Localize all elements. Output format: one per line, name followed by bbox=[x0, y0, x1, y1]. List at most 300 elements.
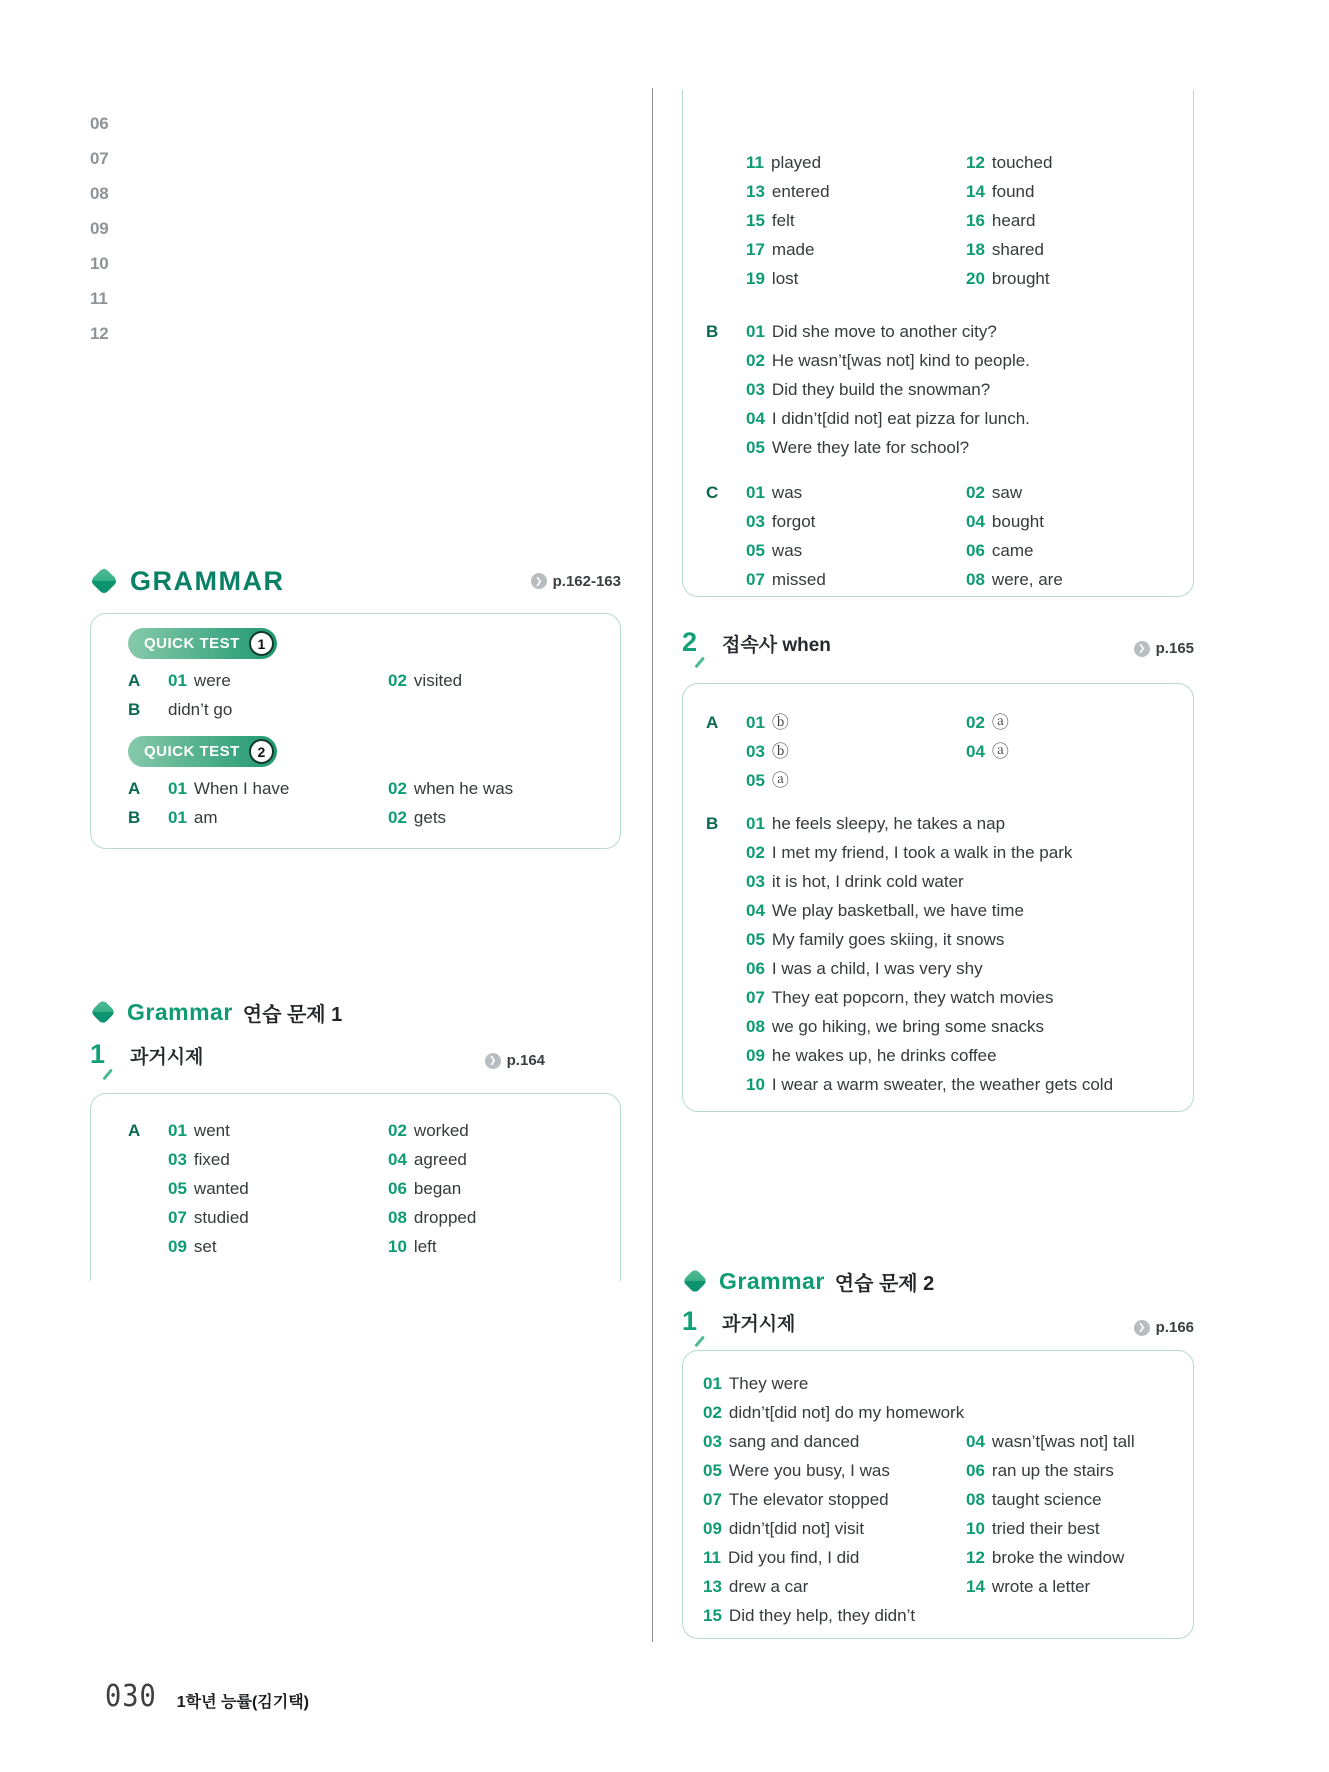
answer-grid bbox=[746, 478, 1173, 594]
answer-number: 06 bbox=[388, 1179, 407, 1198]
answer-text: heard bbox=[991, 211, 1036, 230]
diamond-icon bbox=[90, 999, 115, 1024]
section-b-answers bbox=[706, 317, 1173, 462]
answer-text: were bbox=[193, 671, 231, 690]
answer-item bbox=[168, 1203, 388, 1232]
answer-text: He wasn’t[was not] kind to people. bbox=[771, 351, 1030, 370]
answer-item bbox=[388, 1145, 600, 1174]
answer-item bbox=[966, 235, 1173, 264]
answer-text: was bbox=[771, 541, 803, 560]
answer-item bbox=[703, 1427, 966, 1456]
answer-number: 07 bbox=[703, 1490, 722, 1509]
section-c-answers bbox=[706, 478, 1173, 594]
answer-item bbox=[746, 317, 1173, 346]
answer-text: missed bbox=[771, 570, 826, 589]
answer-text: ⓑ bbox=[771, 713, 789, 732]
answer-text: worked bbox=[413, 1121, 469, 1140]
answer-item bbox=[966, 1456, 1173, 1485]
answer-number: 08 bbox=[746, 1017, 765, 1036]
answer-number: 01 bbox=[168, 1121, 187, 1140]
answer-text: it is hot, I drink cold water bbox=[771, 872, 964, 891]
answer-number: 14 bbox=[966, 1577, 985, 1596]
answer-item bbox=[388, 774, 600, 803]
answer-text: Did she move to another city? bbox=[771, 322, 997, 341]
answer-text: forgot bbox=[771, 512, 816, 531]
answer-text: saw bbox=[991, 483, 1023, 502]
answer-number: 09 bbox=[168, 1237, 187, 1256]
answer-item bbox=[388, 1174, 600, 1203]
answer-item bbox=[703, 1572, 966, 1601]
section-letter: B bbox=[128, 700, 141, 719]
answer-text: fixed bbox=[193, 1150, 230, 1169]
section-letter: A bbox=[128, 1121, 141, 1140]
section-b-answers bbox=[706, 809, 1173, 1099]
page-reference bbox=[485, 1052, 545, 1069]
answer-item bbox=[388, 803, 600, 832]
answer-row bbox=[706, 708, 1173, 795]
arrow-circle-icon: ❯ bbox=[1134, 1320, 1150, 1336]
page-reference bbox=[1134, 640, 1194, 657]
subsection-title: 과거시제 bbox=[722, 1314, 796, 1335]
page-footer bbox=[105, 1679, 309, 1714]
answer-item bbox=[168, 1174, 388, 1203]
explanation-item bbox=[90, 319, 560, 348]
answer-number: 10 bbox=[966, 1519, 985, 1538]
answer-grid bbox=[168, 774, 600, 803]
answer-item bbox=[746, 148, 966, 177]
answer-text: They were bbox=[728, 1374, 809, 1393]
answer-text: shared bbox=[991, 240, 1044, 259]
answer-text: The elevator stopped bbox=[728, 1490, 889, 1509]
answer-item bbox=[168, 1116, 388, 1145]
answer-number: 12 bbox=[966, 153, 985, 172]
answer-text: made bbox=[771, 240, 815, 259]
answer-number: 07 bbox=[746, 570, 765, 589]
answer-item bbox=[966, 478, 1173, 507]
answer-item bbox=[746, 1070, 1173, 1099]
answer-number: 17 bbox=[746, 240, 765, 259]
answer-item bbox=[168, 774, 388, 803]
answer-item bbox=[168, 695, 388, 724]
answer-grid bbox=[703, 1369, 1173, 1630]
answer-item bbox=[168, 1232, 388, 1261]
answer-item bbox=[746, 737, 966, 766]
section-letter: B bbox=[128, 808, 141, 827]
answer-text: wanted bbox=[193, 1179, 249, 1198]
answer-number: 02 bbox=[746, 843, 765, 862]
answer-item bbox=[746, 983, 1173, 1012]
answer-item bbox=[703, 1514, 966, 1543]
quick-test-box bbox=[90, 613, 621, 849]
diamond-icon bbox=[90, 567, 118, 595]
arrow-circle-icon: ❯ bbox=[531, 573, 547, 589]
answer-grid bbox=[168, 803, 600, 832]
answer-number: 02 bbox=[966, 483, 985, 502]
answer-item bbox=[966, 708, 1173, 737]
answer-number: 02 bbox=[388, 808, 407, 827]
answer-number: 01 bbox=[746, 322, 765, 341]
answer-text: taught science bbox=[991, 1490, 1102, 1509]
practice1-title-ko: 연습 문제 1 bbox=[242, 1003, 343, 1026]
answer-text: he feels sleepy, he takes a nap bbox=[771, 814, 1006, 833]
answer-text: were, are bbox=[991, 570, 1063, 589]
answer-item bbox=[746, 235, 966, 264]
answer-text: gets bbox=[413, 808, 447, 827]
explanation-item bbox=[90, 179, 560, 208]
answer-number: 16 bbox=[966, 211, 985, 230]
answer-item bbox=[746, 896, 1173, 925]
answer-number: 05 bbox=[746, 930, 765, 949]
practice2-header bbox=[682, 1264, 1194, 1298]
answer-text: we go hiking, we bring some snacks bbox=[771, 1017, 1045, 1036]
answer-item bbox=[703, 1601, 1173, 1630]
answer-item bbox=[388, 1232, 600, 1261]
answer-number: 09 bbox=[746, 1046, 765, 1065]
explanation-number: 08 bbox=[90, 184, 109, 203]
explanation-number: 09 bbox=[90, 219, 109, 238]
answer-text: he wakes up, he drinks coffee bbox=[771, 1046, 997, 1065]
answer-item bbox=[966, 565, 1173, 594]
page-reference-text: p.165 bbox=[1155, 640, 1194, 657]
answer-number: 08 bbox=[966, 1490, 985, 1509]
answer-item bbox=[168, 1145, 388, 1174]
quick-test-2-number: 2 bbox=[249, 739, 274, 764]
answer-text: broke the window bbox=[991, 1548, 1125, 1567]
answer-item bbox=[746, 536, 966, 565]
answer-number: 15 bbox=[746, 211, 765, 230]
answer-text: found bbox=[991, 182, 1035, 201]
answer-number: 04 bbox=[966, 742, 985, 761]
grammar-section-header bbox=[90, 563, 621, 599]
answer-number: 10 bbox=[388, 1237, 407, 1256]
diamond-icon bbox=[682, 1268, 707, 1293]
practice1-answers bbox=[128, 1116, 600, 1261]
explanation-number: 12 bbox=[90, 324, 109, 343]
practice2-title-en: Grammar bbox=[719, 1267, 825, 1294]
answer-text: agreed bbox=[413, 1150, 467, 1169]
answer-text: I met my friend, I took a walk in the park bbox=[771, 843, 1073, 862]
section-letter: A bbox=[128, 671, 141, 690]
answer-grid bbox=[746, 708, 1173, 795]
answer-item bbox=[703, 1398, 1173, 1427]
answer-text: wrote a letter bbox=[991, 1577, 1091, 1596]
answer-grid bbox=[168, 695, 600, 724]
answer-number: 06 bbox=[966, 1461, 985, 1480]
answer-number: 05 bbox=[703, 1461, 722, 1480]
answer-item bbox=[746, 708, 966, 737]
answer-number: 03 bbox=[703, 1432, 722, 1451]
answer-item bbox=[966, 1543, 1173, 1572]
answer-item bbox=[746, 766, 966, 795]
answer-text: studied bbox=[193, 1208, 249, 1227]
answer-text: Did they help, they didn’t bbox=[728, 1606, 916, 1625]
explanation-item bbox=[90, 144, 560, 173]
answer-text: Did they build the snowman? bbox=[771, 380, 991, 399]
explanation-number: 11 bbox=[90, 289, 108, 308]
answer-text: wasn’t[was not] tall bbox=[991, 1432, 1135, 1451]
section-letter: B bbox=[706, 322, 719, 341]
practice1-title-en: Grammar bbox=[127, 998, 233, 1025]
answer-item bbox=[966, 206, 1173, 235]
answer-number: 02 bbox=[703, 1403, 722, 1422]
answer-number: 01 bbox=[168, 779, 187, 798]
answer-text: Did you find, I did bbox=[727, 1548, 860, 1567]
answer-item bbox=[746, 507, 966, 536]
quick-test-1-badge bbox=[128, 628, 277, 659]
practice1-answer-box bbox=[90, 1093, 621, 1281]
answer-number: 04 bbox=[746, 901, 765, 920]
answer-grid bbox=[168, 666, 600, 695]
answer-item bbox=[746, 565, 966, 594]
quick-test-2-label: QUICK TEST bbox=[144, 743, 240, 760]
answer-text: played bbox=[770, 153, 822, 172]
page-reference bbox=[531, 573, 621, 590]
answer-text: visited bbox=[413, 671, 463, 690]
answer-number: 03 bbox=[746, 742, 765, 761]
answer-item bbox=[966, 536, 1173, 565]
answer-text: came bbox=[991, 541, 1034, 560]
answer-row bbox=[128, 803, 600, 832]
answer-item bbox=[746, 433, 1173, 462]
answer-number: 05 bbox=[746, 438, 765, 457]
section2-answer-box bbox=[682, 683, 1194, 1112]
book-label: 1학년 능률(김기택) bbox=[176, 1694, 309, 1711]
answer-number: 05 bbox=[168, 1179, 187, 1198]
continued-grid-answers bbox=[706, 148, 1173, 293]
answer-number: 01 bbox=[746, 814, 765, 833]
answer-text: I didn’t[did not] eat pizza for lunch. bbox=[771, 409, 1030, 428]
subsection-number: 2 bbox=[682, 627, 722, 658]
answer-number: 04 bbox=[388, 1150, 407, 1169]
answer-number: 13 bbox=[746, 182, 765, 201]
grammar-section-title: GRAMMAR bbox=[130, 565, 285, 596]
answer-item bbox=[746, 838, 1173, 867]
answer-item bbox=[746, 264, 966, 293]
answer-number: 03 bbox=[746, 380, 765, 399]
column-divider-line bbox=[652, 88, 653, 1642]
answer-grid bbox=[746, 317, 1173, 462]
answer-item bbox=[388, 1116, 600, 1145]
answer-item bbox=[703, 1369, 1173, 1398]
subsection-title: 과거시제 bbox=[130, 1047, 204, 1068]
answer-text: I wear a warm sweater, the weather gets cold bbox=[771, 1075, 1114, 1094]
answer-item bbox=[746, 478, 966, 507]
continued-answer-box bbox=[682, 90, 1194, 597]
explanation-item bbox=[90, 109, 560, 138]
explanation-number: 06 bbox=[90, 114, 109, 133]
answer-row bbox=[128, 695, 600, 724]
practice2-answer-box bbox=[682, 1350, 1194, 1639]
left-column bbox=[90, 103, 621, 1281]
answer-item bbox=[746, 404, 1173, 433]
answer-row bbox=[706, 148, 1173, 293]
answer-item bbox=[746, 375, 1173, 404]
answer-number: 06 bbox=[966, 541, 985, 560]
section2-subsection bbox=[682, 627, 1194, 667]
answer-text: began bbox=[413, 1179, 462, 1198]
answer-item bbox=[168, 803, 388, 832]
answer-text: left bbox=[413, 1237, 437, 1256]
answer-text: tried their best bbox=[991, 1519, 1100, 1538]
answer-number: 02 bbox=[746, 351, 765, 370]
answer-item bbox=[746, 1041, 1173, 1070]
answer-number: 06 bbox=[746, 959, 765, 978]
practice1-subsection bbox=[90, 1039, 545, 1079]
answer-item bbox=[966, 1485, 1173, 1514]
practice2-subsection bbox=[682, 1306, 1194, 1346]
answer-text: was bbox=[771, 483, 803, 502]
answer-item bbox=[966, 1427, 1173, 1456]
answer-item bbox=[703, 1456, 966, 1485]
answer-grid bbox=[168, 1116, 600, 1261]
page-reference-text: p.166 bbox=[1155, 1319, 1194, 1336]
answer-text: sang and danced bbox=[728, 1432, 860, 1451]
answer-number: 05 bbox=[746, 771, 765, 790]
section-letter: B bbox=[706, 814, 719, 833]
arrow-circle-icon: ❯ bbox=[1134, 641, 1150, 657]
answer-text: bought bbox=[991, 512, 1044, 531]
answer-number: 14 bbox=[966, 182, 985, 201]
answer-number: 05 bbox=[746, 541, 765, 560]
answer-text: Were they late for school? bbox=[771, 438, 970, 457]
answer-row bbox=[703, 1369, 1173, 1630]
answer-text: ⓐ bbox=[771, 771, 789, 790]
answer-number: 19 bbox=[746, 269, 765, 288]
page-reference bbox=[1134, 1319, 1194, 1336]
quick-test-1-answers bbox=[128, 666, 600, 724]
answer-number: 01 bbox=[703, 1374, 722, 1393]
quick-test-2-badge bbox=[128, 736, 277, 767]
answer-item bbox=[966, 177, 1173, 206]
answer-grid bbox=[746, 809, 1173, 1099]
answer-row bbox=[706, 478, 1173, 594]
section-letter: C bbox=[706, 483, 719, 502]
practice2-title-ko: 연습 문제 2 bbox=[834, 1272, 935, 1295]
practice1-header bbox=[90, 995, 621, 1029]
section-a-answers bbox=[706, 708, 1173, 795]
answer-item bbox=[703, 1485, 966, 1514]
section-letter: A bbox=[128, 779, 141, 798]
answer-item bbox=[966, 264, 1173, 293]
answer-text: When I have bbox=[193, 779, 290, 798]
answer-item bbox=[168, 666, 388, 695]
page-reference-text: p.164 bbox=[506, 1052, 545, 1069]
answer-number: 15 bbox=[703, 1606, 722, 1625]
answer-number: 20 bbox=[966, 269, 985, 288]
answer-text: ran up the stairs bbox=[991, 1461, 1114, 1480]
answer-item bbox=[388, 1203, 600, 1232]
answer-text: They eat popcorn, they watch movies bbox=[771, 988, 1054, 1007]
answer-text: didn’t go bbox=[168, 700, 233, 719]
arrow-circle-icon: ❯ bbox=[485, 1053, 501, 1069]
explanation-item bbox=[90, 249, 560, 278]
answer-number: 02 bbox=[966, 713, 985, 732]
answer-grid bbox=[746, 148, 1173, 293]
answer-item bbox=[703, 1543, 966, 1572]
answer-text: Were you busy, I was bbox=[728, 1461, 890, 1480]
answer-text: set bbox=[193, 1237, 217, 1256]
section-letter bbox=[706, 148, 746, 293]
answer-text: brought bbox=[991, 269, 1050, 288]
right-column bbox=[682, 90, 1194, 1639]
answer-text: touched bbox=[991, 153, 1053, 172]
explanation-number: 07 bbox=[90, 149, 109, 168]
answer-item bbox=[966, 148, 1173, 177]
explanation-item bbox=[90, 284, 560, 313]
answer-item bbox=[966, 507, 1173, 536]
answer-number: 02 bbox=[388, 1121, 407, 1140]
answer-text: ⓑ bbox=[771, 742, 789, 761]
answer-text: am bbox=[193, 808, 218, 827]
quick-test-1-label: QUICK TEST bbox=[144, 635, 240, 652]
answer-number: 07 bbox=[746, 988, 765, 1007]
answer-number: 04 bbox=[746, 409, 765, 428]
answer-text: I was a child, I was very shy bbox=[771, 959, 983, 978]
answer-row bbox=[128, 774, 600, 803]
answer-text: didn’t[did not] visit bbox=[728, 1519, 865, 1538]
answer-text: felt bbox=[771, 211, 795, 230]
answer-text: ⓐ bbox=[991, 742, 1009, 761]
answer-text: We play basketball, we have time bbox=[771, 901, 1024, 920]
answer-text: My family goes skiing, it snows bbox=[771, 930, 1005, 949]
answer-number: 08 bbox=[388, 1208, 407, 1227]
answer-text: lost bbox=[771, 269, 799, 288]
answer-text: ⓐ bbox=[991, 713, 1009, 732]
explanation-list bbox=[90, 103, 560, 348]
answer-number: 11 bbox=[703, 1548, 721, 1567]
answer-number: 13 bbox=[703, 1577, 722, 1596]
answer-number: 01 bbox=[168, 671, 187, 690]
answer-number: 18 bbox=[966, 240, 985, 259]
answer-item bbox=[966, 1514, 1173, 1543]
answer-item bbox=[966, 1572, 1173, 1601]
answer-number: 11 bbox=[746, 153, 764, 172]
subsection-number: 1 bbox=[682, 1306, 722, 1337]
answer-row bbox=[128, 666, 600, 695]
answer-number: 01 bbox=[746, 483, 765, 502]
answer-number: 07 bbox=[168, 1208, 187, 1227]
page-number: 030 bbox=[105, 1679, 157, 1714]
answer-text: entered bbox=[771, 182, 830, 201]
answer-number: 03 bbox=[746, 512, 765, 531]
explanation-number: 10 bbox=[90, 254, 109, 273]
answer-text: went bbox=[193, 1121, 230, 1140]
page-reference-text: p.162-163 bbox=[552, 572, 621, 590]
answer-item bbox=[746, 809, 1173, 838]
quick-test-2-answers bbox=[128, 774, 600, 832]
answer-item bbox=[746, 867, 1173, 896]
answer-item bbox=[746, 206, 966, 235]
answer-number: 02 bbox=[388, 779, 407, 798]
answer-item bbox=[746, 954, 1173, 983]
answer-item bbox=[746, 925, 1173, 954]
answer-number: 08 bbox=[966, 570, 985, 589]
subsection-number: 1 bbox=[90, 1039, 130, 1070]
section-letter: A bbox=[706, 713, 719, 732]
answer-item bbox=[746, 346, 1173, 375]
answer-text: dropped bbox=[413, 1208, 477, 1227]
answer-number: 10 bbox=[746, 1075, 765, 1094]
answer-number: 03 bbox=[746, 872, 765, 891]
answer-text: drew a car bbox=[728, 1577, 809, 1596]
quick-test-1-number: 1 bbox=[249, 631, 274, 656]
answer-row bbox=[706, 809, 1173, 1099]
answer-number: 09 bbox=[703, 1519, 722, 1538]
answer-item bbox=[966, 737, 1173, 766]
explanation-item bbox=[90, 214, 560, 243]
answer-item bbox=[388, 666, 600, 695]
answer-number: 01 bbox=[746, 713, 765, 732]
